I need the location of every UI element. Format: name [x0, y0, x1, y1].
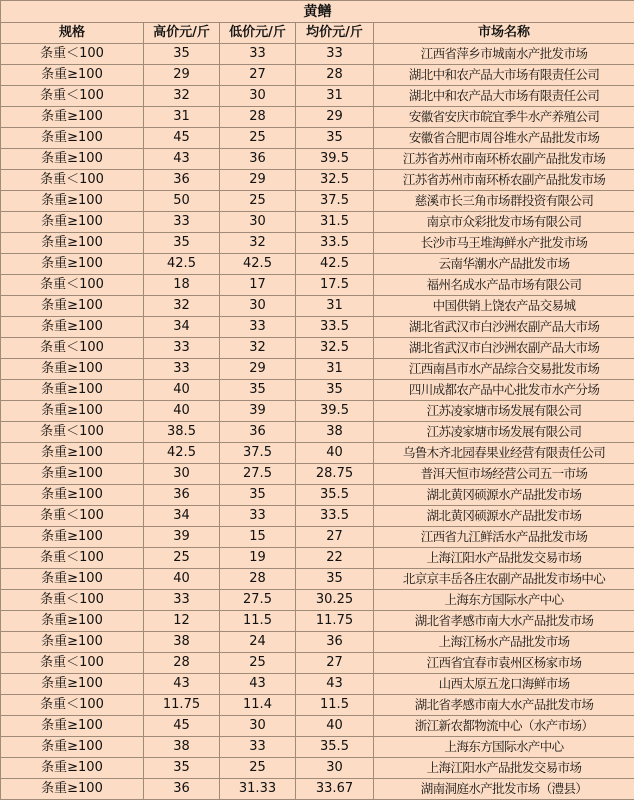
cell-spec: 条重≥100 [1, 485, 144, 506]
cell-spec: 条重≥100 [1, 632, 144, 653]
cell-low-price: 35 [220, 380, 296, 401]
cell-low-price: 17 [220, 275, 296, 296]
cell-spec: 条重≥100 [1, 359, 144, 380]
table-row [1, 128, 634, 149]
cell-high-price: 36 [144, 485, 220, 506]
cell-market: 安徽省合肥市周谷堆水产品批发市场 [374, 128, 634, 149]
cell-avg-price: 33 [296, 44, 374, 65]
table-row [1, 569, 634, 590]
cell-low-price: 31.33 [220, 779, 296, 800]
table-row [1, 233, 634, 254]
cell-avg-price: 39.5 [296, 149, 374, 170]
cell-market: 慈溪市长三角市场群投资有限公司 [374, 191, 634, 212]
cell-low-price: 25 [220, 653, 296, 674]
cell-low-price: 28 [220, 107, 296, 128]
cell-avg-price: 29 [296, 107, 374, 128]
cell-high-price: 50 [144, 191, 220, 212]
cell-avg-price: 40 [296, 443, 374, 464]
cell-market: 中国供销上饶农产品交易城 [374, 296, 634, 317]
cell-market: 湖北省武汉市白沙洲农副产品大市场 [374, 338, 634, 359]
cell-avg-price: 33.5 [296, 317, 374, 338]
cell-market: 湖北省孝感市南大水产品批发市场 [374, 611, 634, 632]
cell-market: 上海江阳水产品批发交易市场 [374, 758, 634, 779]
cell-spec: 条重≥100 [1, 254, 144, 275]
cell-avg-price: 28 [296, 65, 374, 86]
cell-low-price: 29 [220, 359, 296, 380]
cell-market: 江苏省苏州市南环桥农副产品批发市场 [374, 149, 634, 170]
table-row [1, 737, 634, 758]
cell-market: 江西南昌市水产品综合交易批发市场 [374, 359, 634, 380]
cell-market: 乌鲁木齐北园春果业经营有限责任公司 [374, 443, 634, 464]
cell-low-price: 24 [220, 632, 296, 653]
cell-spec: 条重≥100 [1, 611, 144, 632]
cell-market: 普洱天恒市场经营公司五一市场 [374, 464, 634, 485]
cell-market: 上海东方国际水产中心 [374, 590, 634, 611]
cell-market: 上海江阳水产品批发交易市场 [374, 548, 634, 569]
cell-spec: 条重≥100 [1, 380, 144, 401]
table-row [1, 296, 634, 317]
cell-high-price: 12 [144, 611, 220, 632]
header-low-price: 低价元/斤 [220, 23, 296, 44]
cell-avg-price: 27 [296, 653, 374, 674]
cell-avg-price: 22 [296, 548, 374, 569]
table-row [1, 716, 634, 737]
cell-low-price: 30 [220, 296, 296, 317]
cell-avg-price: 43 [296, 674, 374, 695]
cell-market: 上海江杨水产品批发市场 [374, 632, 634, 653]
cell-high-price: 39 [144, 527, 220, 548]
cell-spec: 条重＜100 [1, 548, 144, 569]
cell-spec: 条重≥100 [1, 296, 144, 317]
cell-high-price: 31 [144, 107, 220, 128]
table-row [1, 674, 634, 695]
cell-high-price: 32 [144, 296, 220, 317]
cell-spec: 条重≥100 [1, 212, 144, 233]
cell-low-price: 33 [220, 506, 296, 527]
cell-spec: 条重≥100 [1, 716, 144, 737]
cell-high-price: 40 [144, 401, 220, 422]
cell-high-price: 43 [144, 674, 220, 695]
cell-low-price: 37.5 [220, 443, 296, 464]
table-row [1, 758, 634, 779]
cell-market: 四川成都农产品中心批发市水产分场 [374, 380, 634, 401]
cell-spec: 条重＜100 [1, 590, 144, 611]
cell-avg-price: 31 [296, 359, 374, 380]
cell-spec: 条重≥100 [1, 233, 144, 254]
cell-avg-price: 11.5 [296, 695, 374, 716]
table-row [1, 380, 634, 401]
cell-market: 江苏省苏州市南环桥农副产品批发市场 [374, 170, 634, 191]
cell-market: 北京京丰岳各庄农副产品批发市场中心 [374, 569, 634, 590]
cell-low-price: 32 [220, 338, 296, 359]
title-row [1, 1, 634, 23]
cell-avg-price: 32.5 [296, 338, 374, 359]
cell-low-price: 36 [220, 149, 296, 170]
cell-low-price: 33 [220, 737, 296, 758]
table-row [1, 464, 634, 485]
cell-market: 江西省九江鲜活水产品批发市场 [374, 527, 634, 548]
cell-market: 江西省宜春市袁州区杨家市场 [374, 653, 634, 674]
cell-avg-price: 33.67 [296, 779, 374, 800]
cell-high-price: 35 [144, 44, 220, 65]
cell-high-price: 18 [144, 275, 220, 296]
table-row [1, 170, 634, 191]
cell-low-price: 15 [220, 527, 296, 548]
cell-spec: 条重≥100 [1, 569, 144, 590]
cell-high-price: 34 [144, 317, 220, 338]
cell-spec: 条重＜100 [1, 695, 144, 716]
cell-low-price: 11.5 [220, 611, 296, 632]
cell-high-price: 45 [144, 128, 220, 149]
cell-avg-price: 35 [296, 128, 374, 149]
cell-high-price: 42.5 [144, 443, 220, 464]
cell-market: 山西太原五龙口海鲜市场 [374, 674, 634, 695]
cell-low-price: 30 [220, 86, 296, 107]
cell-spec: 条重＜100 [1, 170, 144, 191]
cell-avg-price: 35 [296, 380, 374, 401]
cell-avg-price: 40 [296, 716, 374, 737]
table-row [1, 527, 634, 548]
cell-low-price: 11.4 [220, 695, 296, 716]
table-row [1, 548, 634, 569]
cell-avg-price: 31 [296, 296, 374, 317]
cell-high-price: 43 [144, 149, 220, 170]
cell-market: 湖南洞庭水产批发市场（澧县） [374, 779, 634, 800]
table-row [1, 65, 634, 86]
table-row [1, 191, 634, 212]
cell-high-price: 45 [144, 716, 220, 737]
cell-low-price: 25 [220, 128, 296, 149]
cell-market: 江西省萍乡市城南水产批发市场 [374, 44, 634, 65]
cell-avg-price: 32.5 [296, 170, 374, 191]
cell-low-price: 25 [220, 758, 296, 779]
cell-market: 南京市众彩批发市场有限公司 [374, 212, 634, 233]
cell-avg-price: 36 [296, 632, 374, 653]
cell-low-price: 39 [220, 401, 296, 422]
cell-market: 浙江新农都物流中心（水产市场） [374, 716, 634, 737]
header-avg-price: 均价元/斤 [296, 23, 374, 44]
table-row [1, 485, 634, 506]
cell-market: 安徽省安庆市皖宜季牛水产养殖公司 [374, 107, 634, 128]
header-market: 市场名称 [374, 23, 634, 44]
cell-high-price: 34 [144, 506, 220, 527]
cell-high-price: 40 [144, 569, 220, 590]
cell-market: 长沙市马王堆海鲜水产批发市场 [374, 233, 634, 254]
table-row [1, 338, 634, 359]
cell-high-price: 28 [144, 653, 220, 674]
table-row [1, 422, 634, 443]
cell-spec: 条重≥100 [1, 149, 144, 170]
cell-avg-price: 35 [296, 569, 374, 590]
header-spec: 规格 [1, 23, 144, 44]
cell-spec: 条重≥100 [1, 317, 144, 338]
cell-market: 湖北黄冈硕源水产品批发市场 [374, 506, 634, 527]
cell-low-price: 32 [220, 233, 296, 254]
table-row [1, 254, 634, 275]
cell-high-price: 33 [144, 359, 220, 380]
cell-spec: 条重＜100 [1, 338, 144, 359]
cell-low-price: 27 [220, 65, 296, 86]
cell-spec: 条重≥100 [1, 107, 144, 128]
cell-low-price: 33 [220, 44, 296, 65]
cell-low-price: 30 [220, 716, 296, 737]
cell-spec: 条重≥100 [1, 758, 144, 779]
cell-market: 湖北黄冈硕源水产品批发市场 [374, 485, 634, 506]
table-row [1, 275, 634, 296]
cell-spec: 条重＜100 [1, 653, 144, 674]
cell-market: 湖北省武汉市白沙洲农副产品大市场 [374, 317, 634, 338]
cell-spec: 条重≥100 [1, 401, 144, 422]
cell-avg-price: 30 [296, 758, 374, 779]
cell-high-price: 36 [144, 779, 220, 800]
cell-market: 湖北省孝感市南大水产品批发市场 [374, 695, 634, 716]
cell-spec: 条重＜100 [1, 506, 144, 527]
cell-avg-price: 33.5 [296, 506, 374, 527]
cell-low-price: 27.5 [220, 464, 296, 485]
cell-avg-price: 38 [296, 422, 374, 443]
cell-avg-price: 30.25 [296, 590, 374, 611]
cell-high-price: 32 [144, 86, 220, 107]
cell-low-price: 43 [220, 674, 296, 695]
cell-avg-price: 35.5 [296, 737, 374, 758]
cell-avg-price: 11.75 [296, 611, 374, 632]
table-row [1, 653, 634, 674]
cell-market: 江苏凌家塘市场发展有限公司 [374, 422, 634, 443]
cell-spec: 条重＜100 [1, 422, 144, 443]
cell-low-price: 35 [220, 485, 296, 506]
cell-avg-price: 31.5 [296, 212, 374, 233]
table-row [1, 695, 634, 716]
cell-low-price: 25 [220, 191, 296, 212]
cell-high-price: 25 [144, 548, 220, 569]
table-row [1, 632, 634, 653]
cell-high-price: 36 [144, 170, 220, 191]
cell-spec: 条重＜100 [1, 44, 144, 65]
cell-market: 福州名成水产品市场有限公司 [374, 275, 634, 296]
cell-avg-price: 28.75 [296, 464, 374, 485]
cell-low-price: 19 [220, 548, 296, 569]
cell-low-price: 42.5 [220, 254, 296, 275]
cell-high-price: 29 [144, 65, 220, 86]
cell-avg-price: 37.5 [296, 191, 374, 212]
table-row [1, 44, 634, 65]
header-row [1, 23, 634, 44]
cell-avg-price: 17.5 [296, 275, 374, 296]
cell-low-price: 29 [220, 170, 296, 191]
cell-high-price: 38 [144, 737, 220, 758]
cell-high-price: 11.75 [144, 695, 220, 716]
cell-market: 湖北中和农产品大市场有限责任公司 [374, 65, 634, 86]
cell-avg-price: 27 [296, 527, 374, 548]
cell-high-price: 30 [144, 464, 220, 485]
table-title: 黄鳝 [1, 1, 634, 23]
cell-spec: 条重≥100 [1, 65, 144, 86]
cell-low-price: 36 [220, 422, 296, 443]
cell-low-price: 30 [220, 212, 296, 233]
cell-market: 云南华潮水产品批发市场 [374, 254, 634, 275]
table-row [1, 359, 634, 380]
cell-high-price: 35 [144, 758, 220, 779]
cell-avg-price: 33.5 [296, 233, 374, 254]
table-row [1, 317, 634, 338]
cell-spec: 条重≥100 [1, 464, 144, 485]
cell-high-price: 33 [144, 590, 220, 611]
cell-avg-price: 31 [296, 86, 374, 107]
table-row [1, 779, 634, 800]
cell-spec: 条重≥100 [1, 191, 144, 212]
cell-spec: 条重≥100 [1, 128, 144, 149]
cell-avg-price: 42.5 [296, 254, 374, 275]
cell-market: 上海东方国际水产中心 [374, 737, 634, 758]
cell-spec: 条重≥100 [1, 527, 144, 548]
table-row [1, 401, 634, 422]
cell-high-price: 33 [144, 338, 220, 359]
table-row [1, 86, 634, 107]
cell-spec: 条重≥100 [1, 737, 144, 758]
cell-spec: 条重≥100 [1, 674, 144, 695]
cell-avg-price: 39.5 [296, 401, 374, 422]
cell-high-price: 33 [144, 212, 220, 233]
cell-high-price: 38.5 [144, 422, 220, 443]
cell-avg-price: 35.5 [296, 485, 374, 506]
table-row [1, 212, 634, 233]
table-row [1, 611, 634, 632]
cell-spec: 条重＜100 [1, 275, 144, 296]
cell-high-price: 42.5 [144, 254, 220, 275]
table-row [1, 506, 634, 527]
cell-market: 江苏凌家塘市场发展有限公司 [374, 401, 634, 422]
cell-high-price: 35 [144, 233, 220, 254]
cell-low-price: 27.5 [220, 590, 296, 611]
table-row [1, 149, 634, 170]
table-row [1, 590, 634, 611]
table-row [1, 107, 634, 128]
table-row [1, 443, 634, 464]
cell-spec: 条重＜100 [1, 86, 144, 107]
cell-spec: 条重≥100 [1, 779, 144, 800]
cell-low-price: 28 [220, 569, 296, 590]
cell-low-price: 33 [220, 317, 296, 338]
cell-high-price: 40 [144, 380, 220, 401]
cell-spec: 条重≥100 [1, 443, 144, 464]
cell-high-price: 38 [144, 632, 220, 653]
cell-market: 湖北中和农产品大市场有限责任公司 [374, 86, 634, 107]
header-high-price: 高价元/斤 [144, 23, 220, 44]
